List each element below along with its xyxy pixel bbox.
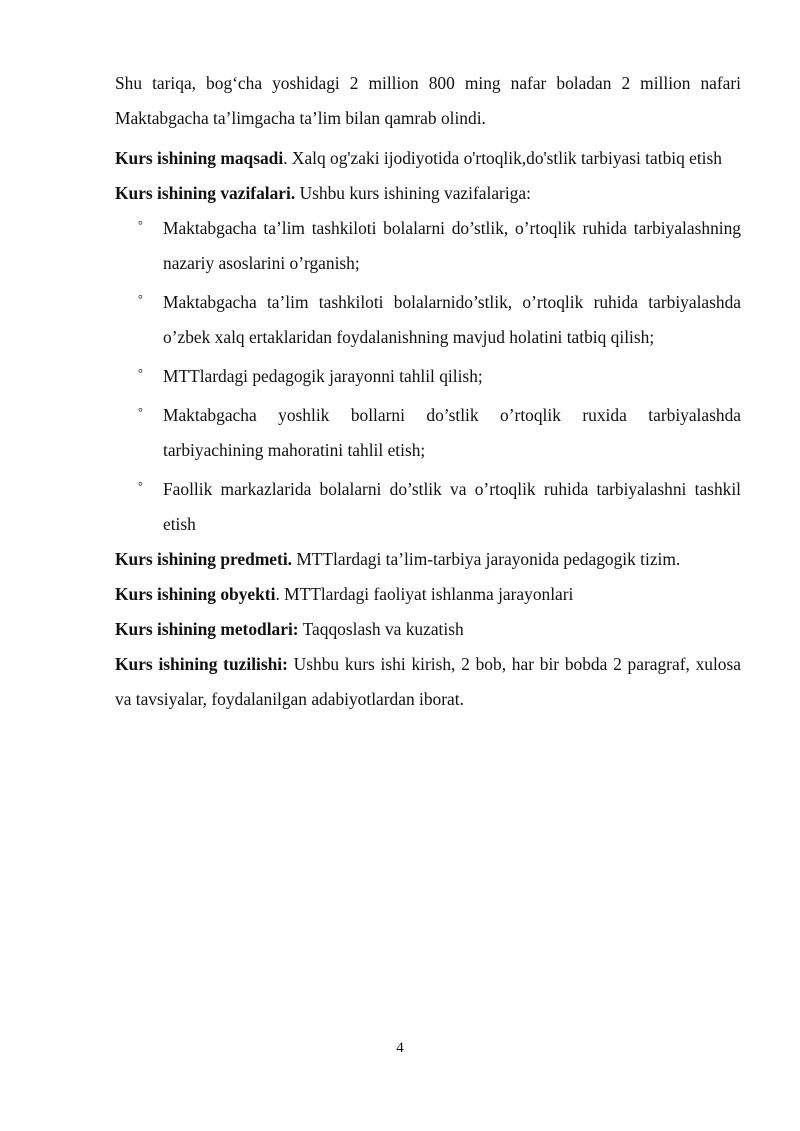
tasks-paragraph bbox=[115, 176, 741, 211]
methods-paragraph bbox=[115, 612, 741, 647]
object-paragraph bbox=[115, 577, 741, 612]
structure-label: Kurs ishining tuzilishi: bbox=[115, 654, 288, 674]
list-item-text: Maktabgacha ta’lim tashkiloti bolalarni do’stlik, o’rtoqlik ruhida tarbiyalashning nazariy asoslarini o’rganish; bbox=[163, 218, 741, 273]
intro-paragraph: Shu tariqa, bog‘cha yoshidagi 2 million 800 ming nafar boladan 2 million nafari Maktabgacha ta’limgacha ta’lim bilan qamrab olindi. bbox=[115, 73, 741, 128]
goal-paragraph bbox=[115, 141, 741, 176]
degree-bullet-icon: ° bbox=[138, 479, 143, 493]
list-item-text: MTTlardagi pedagogik jarayonni tahlil qilish; bbox=[163, 366, 483, 386]
object-text: . MTTlardagi faoliyat ishlanma jarayonlari bbox=[275, 584, 574, 604]
degree-bullet-icon: ° bbox=[138, 366, 143, 380]
structure-text: Ushbu kurs ishi kirish, 2 bob, har bir bobda 2 paragraf, xulosa va tavsiyalar, foydalanilgan adabiyotlardan iborat. bbox=[115, 654, 741, 709]
subject-text: MTTlardagi ta’lim-tarbiya jarayonida pedagogik tizim. bbox=[292, 549, 681, 569]
list-item bbox=[138, 359, 741, 394]
tasks-text: Ushbu kurs ishining vazifalariga: bbox=[295, 183, 531, 203]
page-number: 4 bbox=[396, 1040, 404, 1056]
degree-bullet-icon: ° bbox=[138, 292, 143, 306]
list-item-text: Maktabgacha ta’lim tashkiloti bolalarnido’stlik, o’rtoqlik ruhida tarbiyalashda o’zbek xalq ertaklaridan foydalanishning mavjud holatini tatbiq qilish; bbox=[163, 292, 741, 347]
document-page bbox=[115, 66, 741, 717]
object-label: Kurs ishining obyekti bbox=[115, 584, 276, 604]
subject-label: Kurs ishining predmeti. bbox=[115, 549, 292, 569]
tasks-label: Kurs ishining vazifalari. bbox=[115, 183, 296, 203]
list-item bbox=[138, 398, 741, 468]
list-item bbox=[138, 472, 741, 542]
list-item bbox=[138, 285, 741, 355]
list-item-text: Faollik markazlarida bolalarni do’stlik va o’rtoqlik ruhida tarbiyalashni tashkil etish bbox=[163, 479, 741, 534]
degree-bullet-icon: ° bbox=[138, 218, 143, 232]
goal-text: . Xalq og'zaki ijodiyotida o'rtoqlik,do'stlik tarbiyasi tatbiq etish bbox=[283, 148, 722, 168]
degree-bullet-icon: ° bbox=[138, 405, 143, 419]
structure-paragraph bbox=[115, 647, 741, 717]
subject-paragraph bbox=[115, 542, 741, 577]
list-item bbox=[138, 211, 741, 281]
methods-text: Taqqoslash va kuzatish bbox=[298, 619, 464, 639]
methods-label: Kurs ishining metodlari: bbox=[115, 619, 299, 639]
goal-label: Kurs ishining maqsadi bbox=[115, 148, 284, 168]
list-item-text: Maktabgacha yoshlik bollarni do’stlik o’rtoqlik ruxida tarbiyalashda tarbiyachining mahoratini tahlil etish; bbox=[163, 405, 741, 460]
tasks-list bbox=[115, 211, 741, 542]
